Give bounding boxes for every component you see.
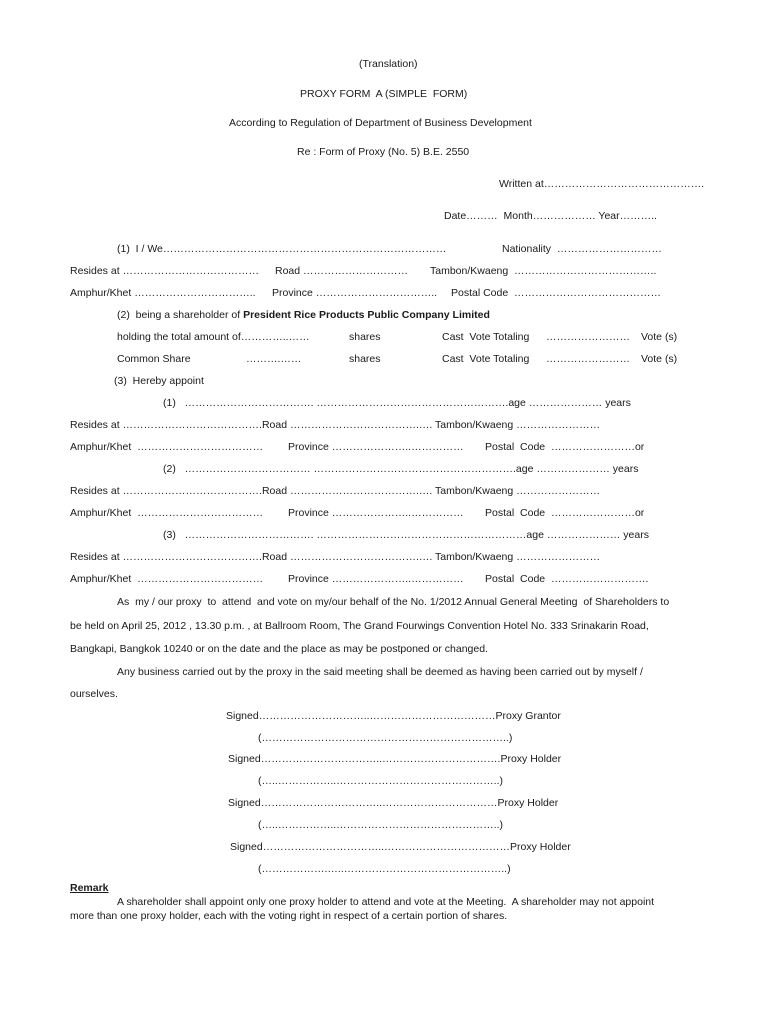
signature-holder-2-field[interactable]: Signed……………………………..……………………………Proxy Holder bbox=[228, 797, 559, 809]
meeting-paragraph-line-2: be held on April 25, 2012 , 13.30 p.m. , at Ballroom Room, The Grand Fourwings Convention Hotel No. 333 Srinakarin Road, bbox=[70, 620, 649, 632]
meeting-paragraph-line-3: Bangkapi, Bangkok 10240 or on the date and the place as may be postponed or changed. bbox=[70, 643, 488, 655]
proxy-2-name-field[interactable]: (2) ……………………………… ………………………………………………….age ………………… years bbox=[163, 463, 639, 475]
proxy-3-amphur-field[interactable]: Amphur/Khet ……………………………… bbox=[70, 573, 264, 585]
proxy-2-address-field[interactable]: Resides at ………………………………….Road ……………………………….…. Tambon/Kwaeng …………………… bbox=[70, 485, 601, 497]
proxy-2-province-field[interactable]: Province …………………..…………… bbox=[288, 507, 464, 519]
written-at-field[interactable]: Written at………………………………………. bbox=[499, 178, 705, 190]
proxy-3-address-field[interactable]: Resides at ………………………………….Road ……………………………….…. Tambon/Kwaeng …………………… bbox=[70, 551, 601, 563]
signature-grantor-field[interactable]: Signed…………………………..………………………………Proxy Grantor bbox=[226, 710, 561, 722]
proxy-1-name-field[interactable]: (1) ………………………………. ……………………………………………….age ………………… years bbox=[163, 397, 631, 409]
proxy-1-postal-field[interactable]: Postal Code ……………………or bbox=[485, 441, 645, 453]
common-shares-label: shares bbox=[349, 353, 381, 365]
remark-heading: Remark bbox=[70, 882, 109, 894]
remark-line-2: more than one proxy holder, each with the voting right in respect of a certain portion of shares. bbox=[70, 910, 508, 922]
appoint-heading: (3) Hereby appoint bbox=[114, 375, 204, 387]
proxy-3-province-field[interactable]: Province …………………..…………… bbox=[288, 573, 464, 585]
total-vote-label: Vote (s) bbox=[641, 331, 678, 343]
form-title: PROXY FORM A (SIMPLE FORM) bbox=[300, 88, 468, 100]
total-shares-label: shares bbox=[349, 331, 381, 343]
signature-holder-2-name-field[interactable]: (…..……………..………………………………………..) bbox=[258, 819, 503, 831]
proxy-2-amphur-field[interactable]: Amphur/Khet ……………………………… bbox=[70, 507, 264, 519]
common-cast-vote-label: Cast Vote Totaling bbox=[442, 353, 530, 365]
signature-holder-3-field[interactable]: Signed……………………………..………………………………Proxy Holder bbox=[230, 841, 571, 853]
proxy-3-postal-field[interactable]: Postal Code ………………………. bbox=[485, 573, 649, 585]
proxy-1-province-field[interactable]: Province …………………..…………… bbox=[288, 441, 464, 453]
signature-holder-1-field[interactable]: Signed……………………………..…………………………….Proxy Holder bbox=[228, 753, 562, 765]
shareholder-prefix: (2) being a shareholder of bbox=[117, 309, 244, 321]
common-cast-vote-field[interactable]: …………………… bbox=[546, 353, 630, 365]
signature-holder-1-name-field[interactable]: (…..……………..………………………………………..) bbox=[258, 775, 503, 787]
grantor-tambon-field[interactable]: Tambon/Kwaeng ………………………………….. bbox=[430, 265, 657, 277]
grantor-amphur-field[interactable]: Amphur/Khet …………………………….. bbox=[70, 287, 256, 299]
date-field[interactable]: Date……… Month……………… Year……….. bbox=[444, 210, 657, 222]
company-name: President Rice Products Public Company Limited bbox=[243, 309, 490, 321]
signature-grantor-name-field[interactable]: (……………………………………………………………..) bbox=[258, 732, 513, 744]
regulation-line: According to Regulation of Department of Business Development bbox=[229, 117, 532, 129]
total-cast-vote-field[interactable]: …………………… bbox=[546, 331, 630, 343]
translation-label: (Translation) bbox=[359, 58, 418, 70]
meeting-paragraph-line-1: As my / our proxy to attend and vote on my/our behalf of the No. 1/2012 Annual General Meeting of Shareholders to bbox=[117, 596, 670, 608]
grantor-resides-field[interactable]: Resides at ………………………………… bbox=[70, 265, 260, 277]
common-share-field[interactable]: ……….…… bbox=[246, 353, 302, 365]
business-paragraph-line-1: Any business carried out by the proxy in the said meeting shall be deemed as having been carried out by myself / bbox=[117, 666, 643, 678]
signature-holder-3-name-field[interactable]: (……………….…..………………………………………..) bbox=[258, 863, 511, 875]
proxy-2-postal-field[interactable]: Postal Code ……………………or bbox=[485, 507, 645, 519]
grantor-province-field[interactable]: Province …………………………….. bbox=[272, 287, 438, 299]
proxy-1-amphur-field[interactable]: Amphur/Khet ……………………………… bbox=[70, 441, 264, 453]
business-paragraph-line-2: ourselves. bbox=[70, 688, 118, 700]
common-vote-label: Vote (s) bbox=[641, 353, 678, 365]
shareholder-line bbox=[117, 309, 490, 322]
common-share-label: Common Share bbox=[117, 353, 191, 365]
proxy-3-name-field[interactable]: (3) ………………………………. ……………………………………………………age ………………… years bbox=[163, 529, 649, 541]
grantor-postal-field[interactable]: Postal Code …………………………………… bbox=[451, 287, 662, 299]
remark-line-1: A shareholder shall appoint only one proxy holder to attend and vote at the Meeting. A shareholder may not appoint bbox=[117, 896, 655, 908]
total-shares-field[interactable]: holding the total amount of…………..…… bbox=[117, 331, 310, 343]
total-cast-vote-label: Cast Vote Totaling bbox=[442, 331, 530, 343]
nationality-field[interactable]: Nationality ………………………… bbox=[502, 243, 662, 255]
re-line: Re : Form of Proxy (No. 5) B.E. 2550 bbox=[297, 146, 470, 158]
proxy-1-address-field[interactable]: Resides at ………………………………….Road ……………………………….…. Tambon/Kwaeng …………………… bbox=[70, 419, 601, 431]
grantor-road-field[interactable]: Road ………………………… bbox=[275, 265, 409, 277]
grantor-name-field[interactable]: (1) I / We……………………………………………………………………… bbox=[117, 243, 447, 255]
